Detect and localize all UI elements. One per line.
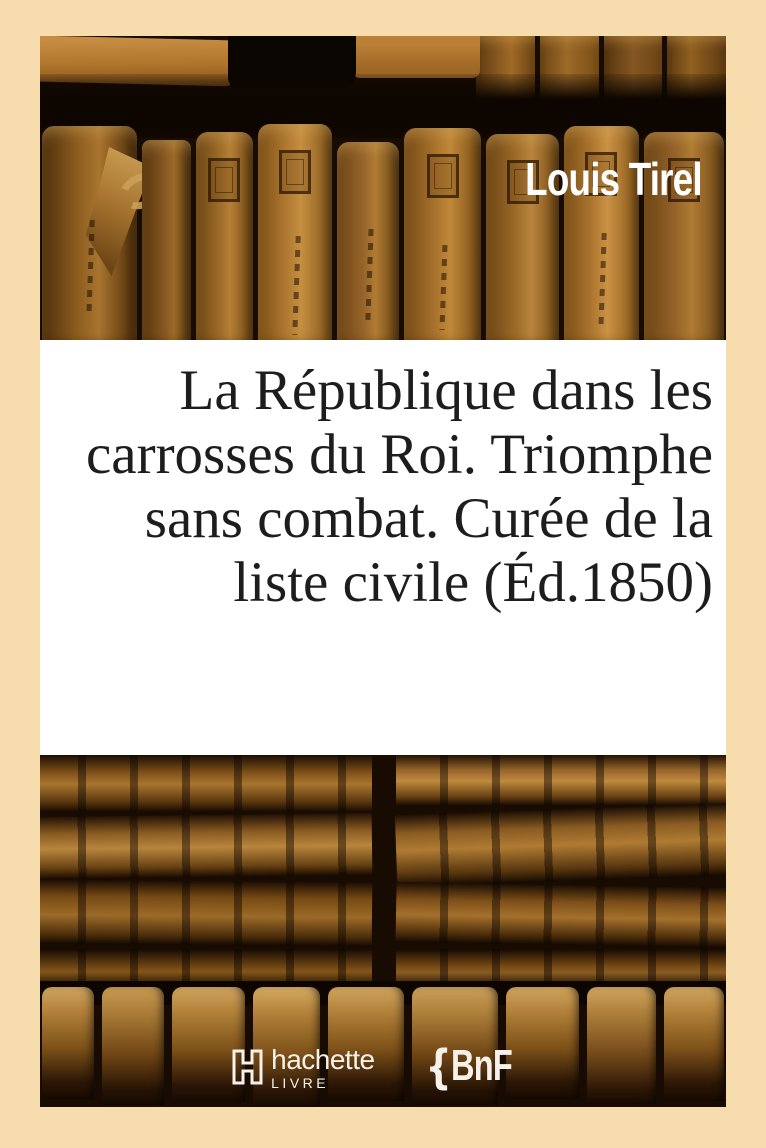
title-band <box>40 340 726 755</box>
bnf-wordmark: BnF <box>451 1041 513 1090</box>
book-title <box>60 359 713 615</box>
stacked-book-row <box>396 755 726 805</box>
title-line: sans combat. Curée de la <box>144 487 713 550</box>
spine-script-marks <box>440 245 448 330</box>
title-line: carrosses du Roi. Triomphe <box>86 423 713 486</box>
title-line: liste civile (Éd.1850) <box>233 551 713 614</box>
spine-label <box>279 150 311 194</box>
book-spine <box>258 124 333 340</box>
publisher-logos <box>40 1040 726 1094</box>
bnf-brace-icon: { <box>425 1040 452 1094</box>
stacked-book-row <box>396 882 726 948</box>
spine-script-marks <box>598 233 606 332</box>
hachette-h-icon <box>232 1049 263 1090</box>
book-spine <box>337 142 399 340</box>
spine-label <box>427 154 459 198</box>
book-spine <box>142 140 191 340</box>
stacked-books-right <box>402 755 726 989</box>
title-line: La République dans les <box>179 359 713 422</box>
hachette-name: hachette <box>271 1044 375 1075</box>
spine-label <box>208 158 240 202</box>
top-books-photo <box>40 36 726 340</box>
stacked-book-row <box>395 803 726 887</box>
spine-script-marks <box>292 236 300 335</box>
book-spine <box>196 132 253 340</box>
tattered-book-spine <box>42 126 137 340</box>
bottom-books-photo <box>40 755 726 1107</box>
book-spine <box>404 128 481 340</box>
spine-script-marks <box>366 229 374 320</box>
shelf-plank <box>352 36 480 78</box>
hachette-livre-logo <box>232 1046 374 1090</box>
stacked-books-left <box>40 755 366 989</box>
stacked-book-row <box>40 755 372 811</box>
author-name: Louis Tirel <box>525 153 702 205</box>
stacked-book-row <box>40 813 372 879</box>
stacked-book-row <box>40 880 372 947</box>
hachette-wordmark <box>271 1046 374 1090</box>
hachette-livre-label: LIVRE <box>271 1075 330 1091</box>
bnf-logo <box>419 1040 534 1094</box>
